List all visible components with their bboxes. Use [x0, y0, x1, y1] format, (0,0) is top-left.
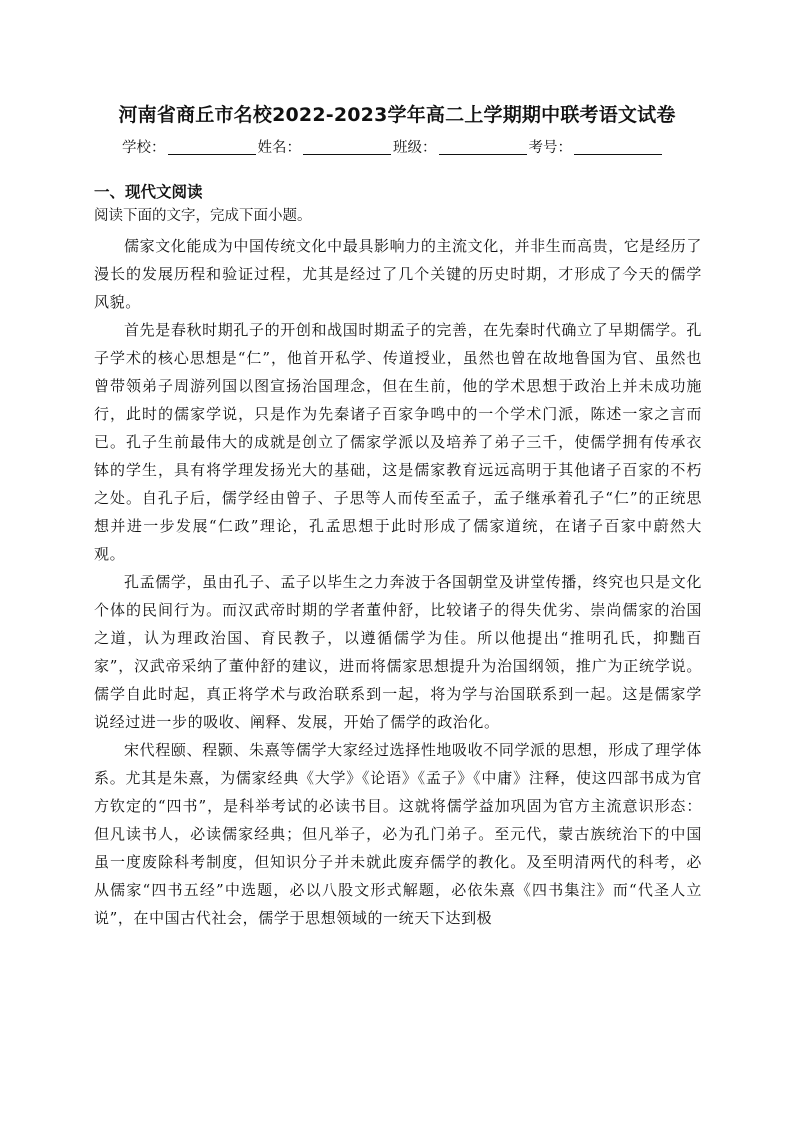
class-blank[interactable]	[439, 138, 527, 155]
exam-number-label: 考号：	[528, 140, 572, 156]
passage-paragraph-2: 首先是春秋时期孔子的开创和战国时期孟子的完善，在先秦时代确立了早期儒学。孔子学术的核心思想是“仁”，他首开私学、传道授业，虽然也曾在故地鲁国为官、虽然也曾带领弟子周游列国以图宣扬治国理念，但在生前，他的学术思想于政治上并未成功施行，此时的儒家学说，只是作为先秦诸子百家争鸣中的一个学术门派，陈述一家之言而已。孔子生前最伟大的成就是创立了儒家学派以及培养了弟子三千，使儒学拥有传承衣钵的学生，具有将学理发扬光大的基础，这是儒家教育远远高明于其他诸子百家的不朽之处。自孔子后，儒学经由曾子、子思等人而传至孟子，孟子继承着孔子“仁”的正统思想并进一步发展“仁政”理论，孔孟思想于此时形成了儒家道统，在诸子百家中蔚然大观。	[94, 321, 702, 563]
class-field	[393, 136, 529, 157]
section-heading: 一、现代文阅读	[94, 183, 203, 201]
school-blank[interactable]	[168, 138, 256, 155]
school-label: 学校：	[122, 140, 166, 156]
school-field	[122, 136, 258, 157]
passage-paragraph-1: 儒家文化能成为中国传统文化中最具影响力的主流文化，并非生而高贵，它是经历了漫长的发展历程和验证过程，尤其是经过了几个关键的历史时期，才形成了今天的儒学风貌。	[94, 237, 702, 311]
reading-passage	[94, 232, 702, 932]
exam-number-blank[interactable]	[574, 138, 662, 155]
name-field	[258, 136, 394, 157]
passage-paragraph-3: 孔孟儒学，虽由孔子、孟子以毕生之力奔波于各国朝堂及讲堂传播，终究也只是文化个体的民间行为。而汉武帝时期的学者董仲舒，比较诸子的得失优劣、崇尚儒家的治国之道，认为理政治国、育民教子，以遵循儒学为佳。所以他提出“推明孔氏，抑黜百家”，汉武帝采纳了董仲舒的建议，进而将儒家思想提升为治国纲领，推广为正统学说。儒学自此时起，真正将学术与政治联系到一起，将为学与治国联系到一起。这是儒家学说经过进一步的吸收、阐释、发展，开始了儒学的政治化。	[94, 573, 702, 731]
student-info-row	[122, 133, 682, 157]
reading-instruction: 阅读下面的文字，完成下面小题。	[94, 208, 312, 224]
document-title: 河南省商丘市名校2022-2023学年高二上学期期中联考语文试卷	[118, 104, 676, 126]
passage-paragraph-4: 宋代程颐、程颢、朱熹等儒学大家经过选择性地吸收不同学派的思想，形成了理学体系。尤其是朱熹，为儒家经典《大学》《论语》《孟子》《中庸》注释，使这四部书成为官方钦定的“四书”，是科举考试的必读书目。这就将儒学益加巩固为官方主流意识形态：但凡读书人，必读儒家经典；但凡举子，必为孔门弟子。至元代，蒙古族统治下的中国虽一度废除科考制度，但知识分子并未就此废弃儒学的教化。及至明清两代的科考，必从儒家“四书五经”中选题，必以八股文形式解题，必依朱熹《四书集注》而“代圣人立说”，在中国古代社会，儒学于思想领域的一统天下达到极	[94, 741, 702, 927]
name-label: 姓名：	[257, 140, 301, 156]
name-blank[interactable]	[303, 138, 391, 155]
class-label: 班级：	[393, 140, 437, 156]
exam-number-field	[529, 136, 665, 157]
